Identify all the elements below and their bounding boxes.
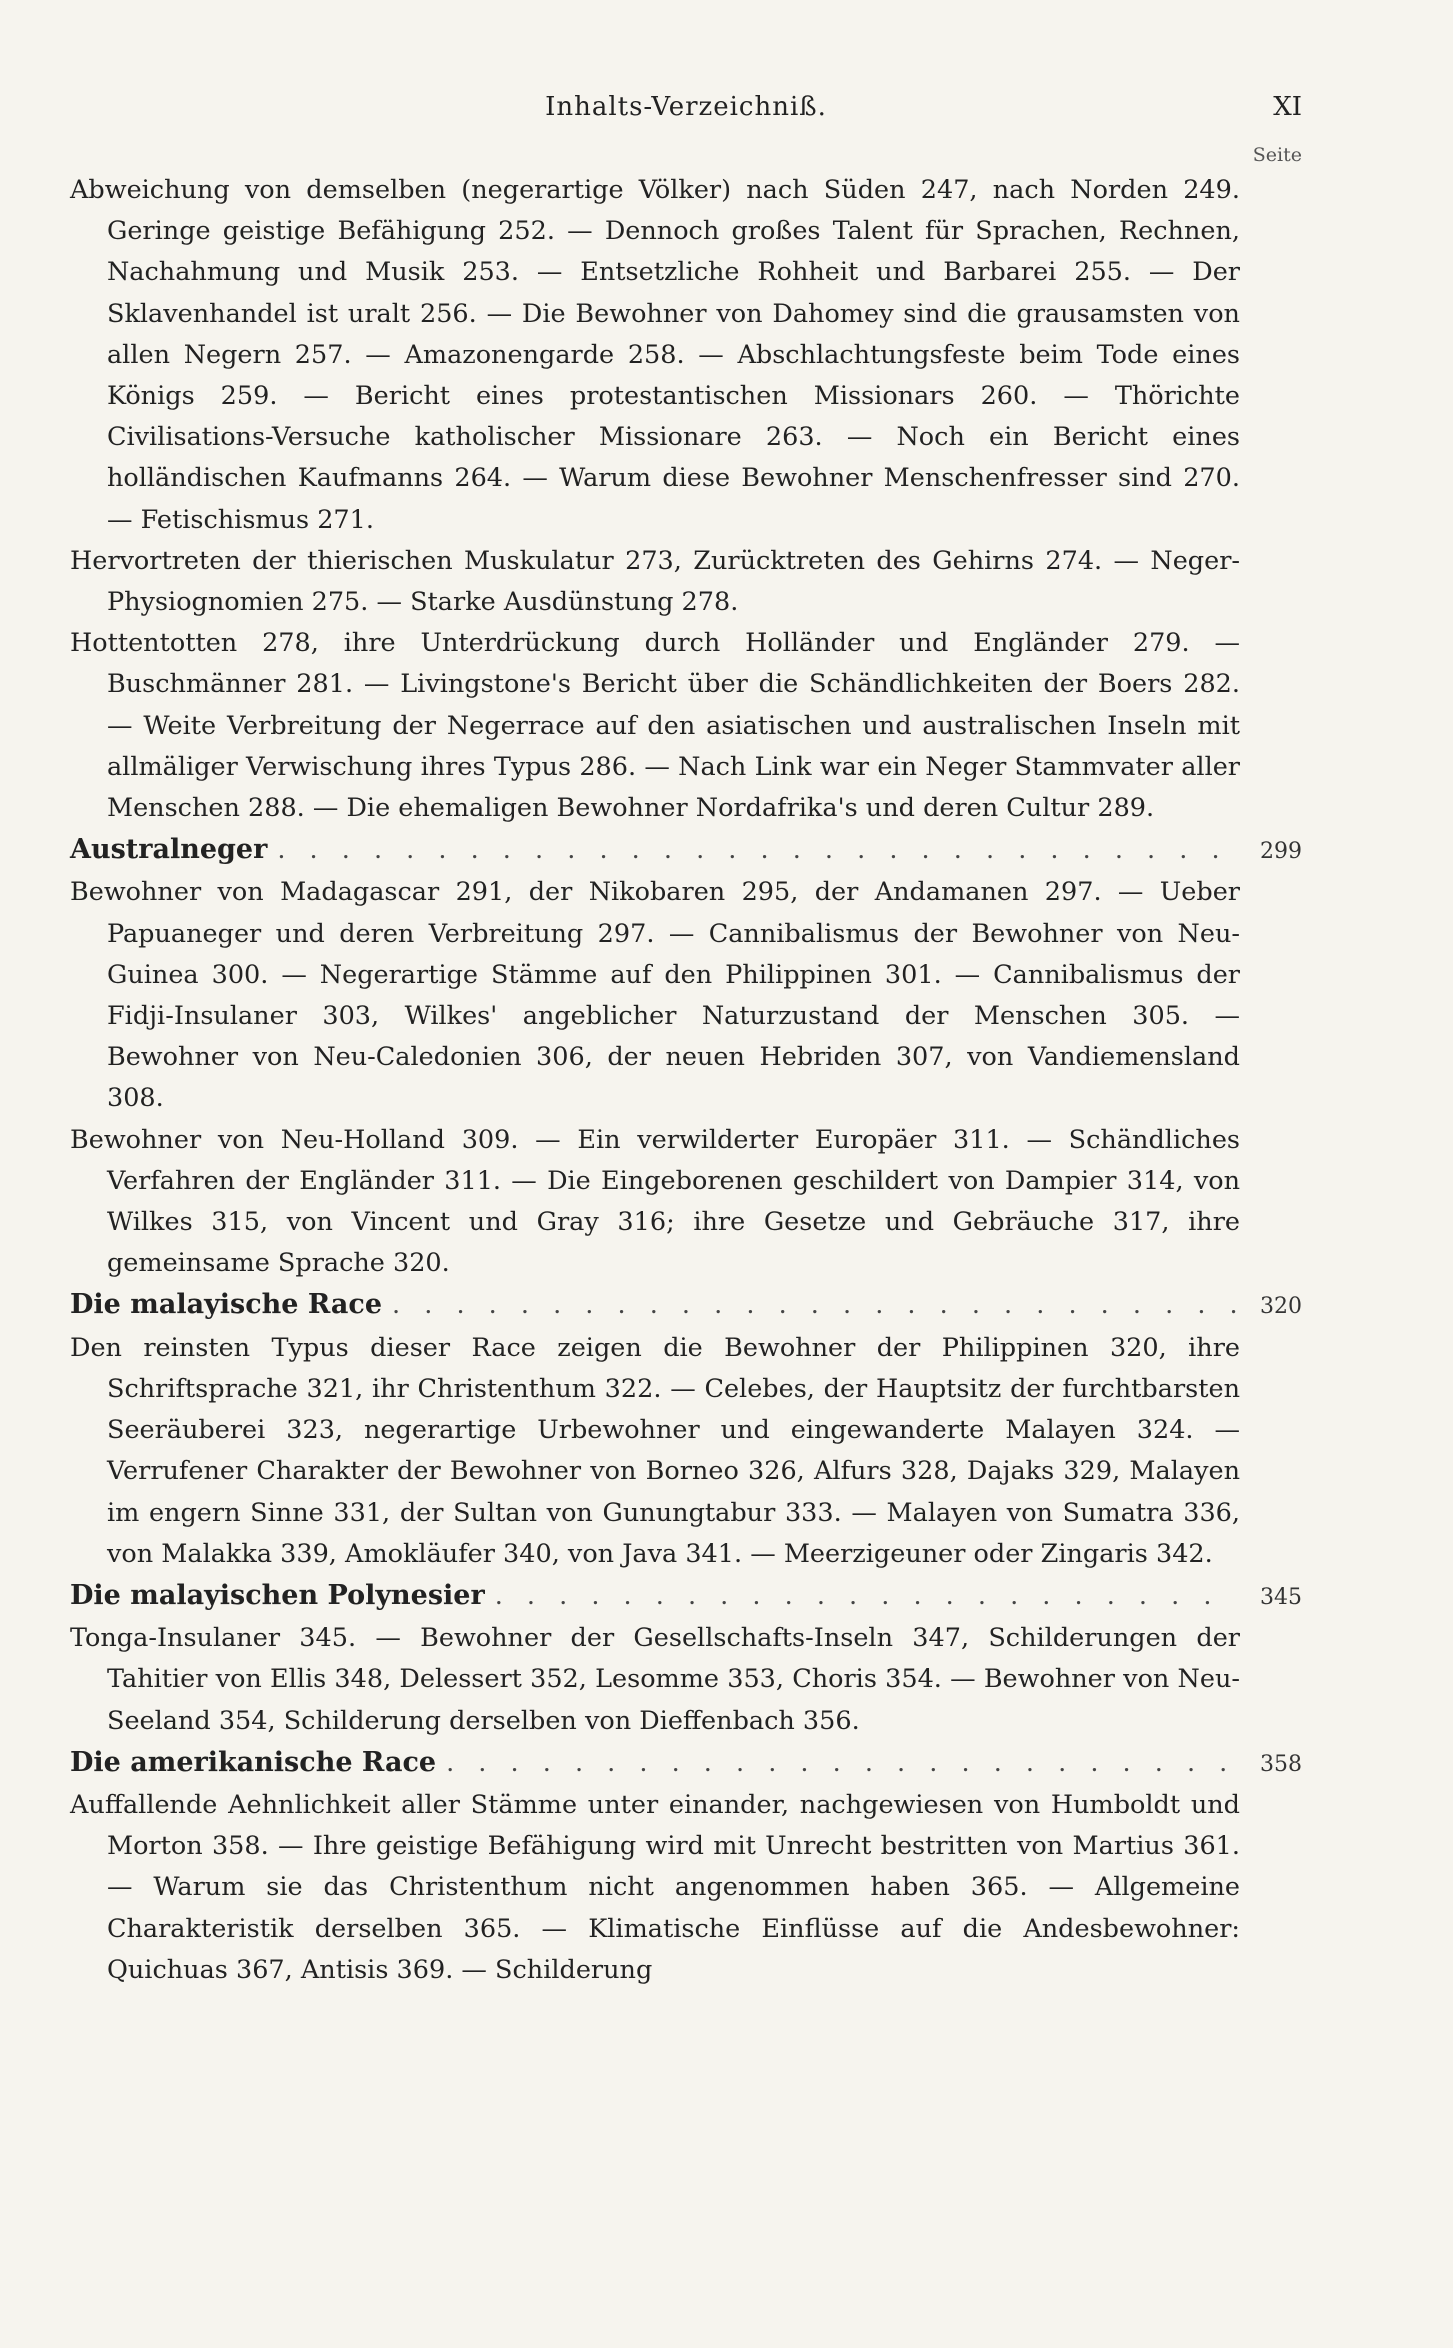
header-title: Inhalts-Verzeichniß. bbox=[545, 92, 827, 122]
toc-section-entry[interactable] bbox=[70, 1742, 1302, 1785]
toc-paragraph: Auffallende Aehnlichkeit aller Stämme unter einander, nachgewiesen von Humboldt und Morton 358. — Ihre geistige Befähigung wird mit Unrecht bestritten von Martius 361. — Warum sie das Christenthum nicht angenommen haben 365. — Allgemeine Charakteristik derselben 365. — Klimatische Einflüsse auf die Andesbewohner: Quichuas 367, Antisis 369. — Schilderung bbox=[70, 1789, 1240, 1985]
running-header bbox=[70, 92, 1302, 140]
section-page-number: 358 bbox=[1260, 1751, 1302, 1777]
toc-paragraph: Abweichung von demselben (negerartige Völker) nach Süden 247, nach Norden 249. Geringe geistige Befähigung 252. — Dennoch großes Talent für Sprachen, Rechnen, Nachahmung und Musik 253. — Entsetzliche Rohheit und Barbarei 255. — Der Sklavenhandel ist uralt 256. — Die Bewohner von Dahomey sind die grausamsten von allen Negern 257. — Amazonengarde 258. — Abschlachtungsfeste beim Tode eines Königs 259. — Bericht eines protestantischen Missionars 260. — Thörichte Civilisations-Versuche katholischer Missionare 263. — Noch ein Bericht eines holländischen Kaufmanns 264. — Warum diese Bewohner Menschenfresser sind 270. — Fetischismus 271. bbox=[70, 175, 1240, 535]
dot-leader bbox=[495, 1576, 1238, 1617]
toc-paragraph: Bewohner von Madagascar 291, der Nikobaren 295, der Andamanen 297. — Ueber Papuaneger und deren Verbreitung 297. — Cannibalismus der Bewohner von Neu-Guinea 300. — Negerartige Stämme auf den Philippinen 301. — Cannibalismus der Fidji-Insulaner 303, Wilkes' angeblicher Naturzustand der Menschen 305. — Bewohner von Neu-Caledonien 306, der neuen Hebriden 307, von Vandiemensland 308. bbox=[70, 877, 1240, 1114]
section-title: Die amerikanische Race bbox=[70, 1746, 437, 1778]
dot-leader bbox=[392, 1285, 1238, 1326]
toc-paragraph: Tonga-Insulaner 345. — Bewohner der Gesellschafts-Inseln 347, Schilderungen der Tahitier von Ellis 348, Delessert 352, Lesomme 353, Choris 354. — Bewohner von Neu-Seeland 354, Schilderung derselben von Dieffenbach 356. bbox=[70, 1623, 1240, 1736]
toc-section-entry[interactable] bbox=[70, 829, 1302, 872]
section-title: Australneger bbox=[70, 834, 268, 866]
toc-paragraph: Hottentotten 278, ihre Unterdrückung durch Holländer und Engländer 279. — Buschmänner 281. — Livingstone's Bericht über die Schändlichkeiten der Boers 282. — Weite Verbreitung der Negerrace auf den asiatischen und australischen Inseln mit allmäliger Verwischung ihres Typus 286. — Nach Link war ein Neger Stammvater aller Menschen 288. — Die ehemaligen Bewohner Nordafrika's und deren Cultur 289. bbox=[70, 628, 1240, 824]
header-page-number: XI bbox=[1273, 92, 1302, 122]
seite-column-label: Seite bbox=[1252, 144, 1302, 166]
section-page-number: 320 bbox=[1260, 1294, 1302, 1320]
toc-paragraph: Bewohner von Neu-Holland 309. — Ein verwilderter Europäer 311. — Schändliches Verfahren der Engländer 311. — Die Eingeborenen geschildert von Dampier 314, von Wilkes 315, von Vincent und Gray 316; ihre Gesetze und Gebräuche 317, ihre gemeinsame Sprache 320. bbox=[70, 1124, 1240, 1279]
toc-paragraph: Den reinsten Typus dieser Race zeigen die Bewohner der Philippinen 320, ihre Schriftsprache 321, ihr Christenthum 322. — Celebes, der Hauptsitz der furchtbarsten Seeräuberei 323, negerartige Urbewohner und eingewanderte Malayen 324. — Verrufener Charakter der Bewohner von Borneo 326, Alfurs 328, Dajaks 329, Malayen im engern Sinne 331, der Sultan von Gunungtabur 333. — Malayen von Sumatra 336, von Malakka 339, Amokläufer 340, von Java 341. — Meerzigeuner oder Zingaris 342. bbox=[70, 1332, 1240, 1569]
dot-leader bbox=[277, 830, 1238, 871]
section-page-number: 299 bbox=[1260, 839, 1302, 865]
toc-list bbox=[70, 170, 1302, 1991]
dot-leader bbox=[446, 1743, 1238, 1784]
toc-page bbox=[70, 92, 1302, 1991]
section-title: Die malayische Race bbox=[70, 1289, 383, 1321]
section-page-number: 345 bbox=[1260, 1584, 1302, 1610]
toc-paragraph: Hervortreten der thierischen Muskulatur 273, Zurücktreten des Gehirns 274. — Neger-Physiognomien 275. — Starke Ausdünstung 278. bbox=[70, 545, 1240, 618]
section-title: Die malayischen Polynesier bbox=[70, 1579, 485, 1611]
toc-section-entry[interactable] bbox=[70, 1575, 1302, 1618]
toc-section-entry[interactable] bbox=[70, 1284, 1302, 1327]
